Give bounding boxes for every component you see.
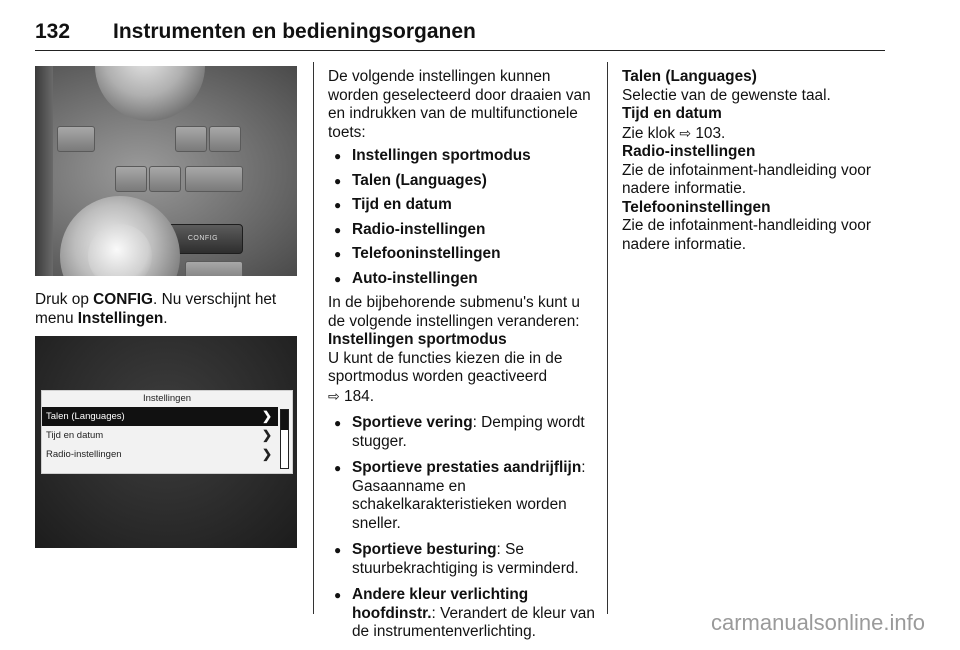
list-item: ● Tijd en datum bbox=[328, 196, 596, 215]
chevron-right-icon: ❯ bbox=[261, 409, 272, 423]
settings-menu bbox=[41, 390, 293, 474]
chevron-right-icon: ❯ bbox=[261, 428, 272, 442]
section-heading: Radio-instellingen bbox=[622, 143, 756, 160]
list-item: ● Radio-instellingen bbox=[328, 221, 596, 240]
section-text: Zie de infotainment-handleiding voor nadere informatie. bbox=[622, 217, 871, 253]
multifunction-knob bbox=[60, 196, 180, 276]
list-item: ● Telefooninstellingen bbox=[328, 245, 596, 264]
section-text: Selectie van de gewenste taal. bbox=[622, 86, 831, 104]
column-1-text bbox=[35, 291, 297, 328]
list-item: ● Andere kleur verlichting hoofdinstr.: Verandert de kleur van de instrumentenverlichting. bbox=[328, 586, 596, 642]
list-item: ● Sportieve prestaties aandrijflijn: Gasaanname en schakelkarakteristieken worden sneller. bbox=[328, 459, 596, 533]
list-item: ● Auto-instellingen bbox=[328, 270, 596, 289]
button-row-middle bbox=[35, 166, 297, 194]
menu-title: Instellingen bbox=[142, 393, 192, 404]
button-row-upper bbox=[35, 126, 297, 154]
display-screenshot bbox=[35, 336, 297, 548]
intro-paragraph: De volgende instellingen kunnen worden geselecteerd door draaien van en indrukken van de multifunctionele toets: bbox=[328, 68, 591, 141]
section-text: Zie de infotainment-handleiding voor nadere informatie. bbox=[622, 161, 871, 197]
list-item: ● Talen (Languages) bbox=[328, 172, 596, 191]
section-heading: Tijd en datum bbox=[622, 105, 722, 122]
top-knob bbox=[95, 66, 205, 121]
column-3-text bbox=[622, 68, 887, 254]
column-2-text bbox=[328, 68, 596, 650]
sport-heading: Instellingen sportmodus bbox=[328, 331, 507, 348]
list-item: ● Instellingen sportmodus bbox=[328, 147, 596, 166]
menu-item: Tijd en datum ❯ bbox=[42, 426, 278, 445]
config-button-photo bbox=[35, 66, 297, 276]
menu-item-selected: Talen (Languages) ❯ bbox=[42, 407, 278, 426]
page-ref-icon: ⇨ bbox=[328, 387, 340, 404]
menu-item: Radio-instellingen ❯ bbox=[42, 445, 278, 464]
watermark: carmanualsonline.info bbox=[710, 610, 925, 635]
column-divider bbox=[313, 62, 314, 614]
chevron-right-icon: ❯ bbox=[261, 447, 272, 461]
config-button: CONFIG bbox=[163, 224, 243, 254]
page-number: 132 bbox=[35, 20, 71, 43]
column-divider bbox=[607, 62, 608, 614]
list-item: ● Sportieve besturing: Se stuurbekrachtiging is verminderd. bbox=[328, 541, 596, 578]
section-heading: Talen (Languages) bbox=[622, 68, 757, 85]
submenu-paragraph: In de bijbehorende submenu's kunt u de volgende instellingen veranderen: bbox=[328, 294, 580, 330]
page-ref-icon: ⇨ bbox=[679, 124, 692, 141]
section-text: Zie klok ⇨ 103. bbox=[622, 124, 726, 142]
settings-list bbox=[328, 147, 596, 288]
sport-options-list bbox=[328, 414, 596, 642]
sport-paragraph: U kunt de functies kiezen die in de sportmodus worden geactiveerd ⇨ 184. bbox=[328, 349, 563, 405]
chapter-title: Instrumenten en bedieningsorganen bbox=[113, 20, 476, 43]
page-header bbox=[35, 20, 885, 51]
press-config-paragraph: Druk op CONFIG. Nu verschijnt het menu Instellingen. bbox=[35, 291, 277, 327]
list-item: ● Sportieve vering: Demping wordt stugger. bbox=[328, 414, 596, 451]
section-heading: Telefooninstellingen bbox=[622, 198, 771, 216]
scrollbar bbox=[280, 409, 289, 469]
